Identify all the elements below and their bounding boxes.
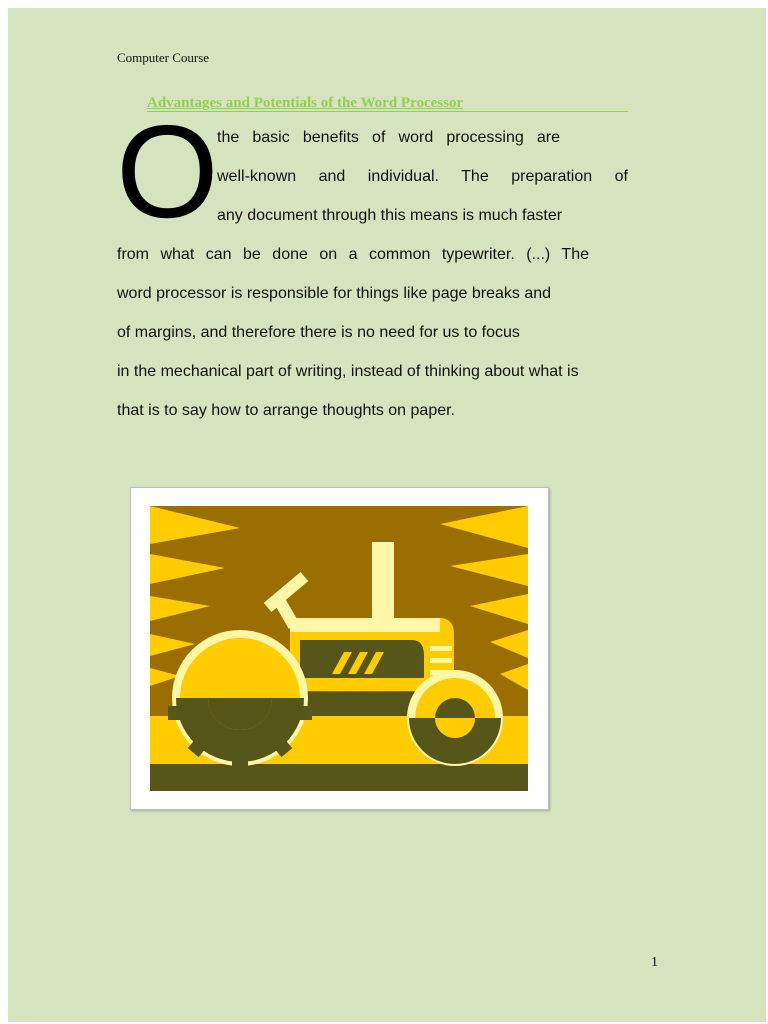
hood-top — [290, 618, 440, 632]
soil-strip — [150, 764, 528, 791]
paragraph-line: in the mechanical part of writing, instead of thinking about what is — [117, 363, 579, 380]
drop-cap: O — [116, 98, 219, 245]
paragraph-line: well-known and individual. The preparation of — [217, 168, 628, 185]
paragraph-line: any document through this means is much faster — [217, 207, 563, 224]
image-frame — [130, 487, 549, 810]
paragraph-line: of margins, and therefore there is no need for us to focus — [117, 324, 520, 341]
paragraph-line: word processor is responsible for things like page breaks and — [117, 285, 552, 302]
tractor-illustration — [150, 506, 528, 791]
document-title: Advantages and Potentials of the Word Processor — [147, 95, 464, 111]
paragraph-line: the basic benefits of word processing are — [217, 129, 560, 146]
front-wheel — [407, 670, 503, 766]
paragraph-line: from what can be done on a common typewriter. (...) The — [117, 246, 589, 263]
document-page — [8, 8, 766, 1022]
page-header: Computer Course — [117, 50, 210, 65]
title-rule — [147, 94, 628, 112]
paragraph-line: that is to say how to arrange thoughts on paper. — [117, 402, 455, 419]
page-number: 1 — [651, 955, 658, 970]
exhaust-pipe — [372, 542, 394, 622]
